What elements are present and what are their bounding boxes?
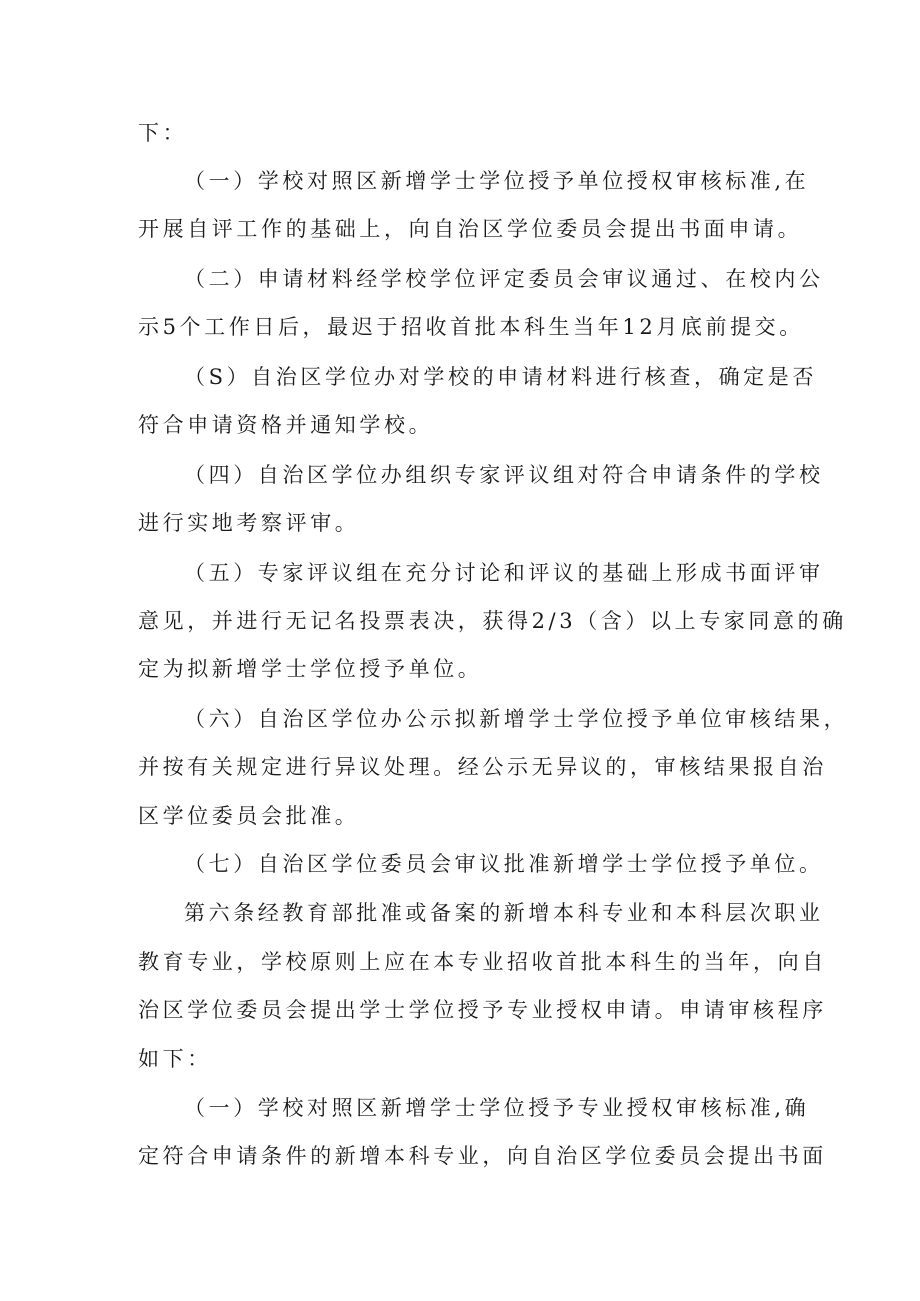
text-line: （四）自治区学位办组织专家评议组对符合申请条件的学校 <box>184 463 824 487</box>
text-line: 下： <box>138 121 188 145</box>
text-line: 示5个工作日后，最迟于招收首批本科生当年12月底前提交。 <box>138 315 804 339</box>
text-line: 定符合申请条件的新增本科专业，向自治区学位委员会提出书面 <box>138 1144 827 1168</box>
text-line: 意见，并进行无记名投票表决，获得2/3（含）以上专家同意的确 <box>138 609 847 633</box>
text-line: （一）学校对照区新增学士学位授予单位授权审核标准,在 <box>184 169 810 193</box>
text-line: 区学位委员会批准。 <box>138 804 360 828</box>
text-line: （二）申请材料经学校学位评定委员会审议通过、在校内公 <box>184 267 824 291</box>
text-line: （五）专家评议组在充分讨论和评议的基础上形成书面评审 <box>184 561 824 585</box>
text-line: 符合申请资格并通知学校。 <box>138 413 434 437</box>
text-line: （S）自治区学位办对学校的申请材料进行核查，确定是否 <box>184 365 817 389</box>
text-line: 如下： <box>138 1047 212 1071</box>
text-line: 治区学位委员会提出学士学位授予专业授权申请。申请审核程序 <box>138 998 827 1022</box>
text-line: 开展自评工作的基础上，向自治区学位委员会提出书面申请。 <box>138 217 803 241</box>
text-line: 并按有关规定进行异议处理。经公示无异议的，审核结果报自治 <box>138 755 827 779</box>
text-line: （六）自治区学位办公示拟新增学士学位授予单位审核结果， <box>184 707 849 731</box>
text-line: 教育专业，学校原则上应在本专业招收首批本科生的当年，向自 <box>138 950 827 974</box>
text-line: 定为拟新增学士学位授予单位。 <box>138 657 483 681</box>
text-line: （一）学校对照区新增学士学位授予专业授权审核标准,确 <box>184 1096 810 1120</box>
text-line: 进行实地考察评审。 <box>138 511 360 535</box>
text-line: 第六条经教育部批准或备案的新增本科专业和本科层次职业 <box>184 901 824 925</box>
text-line: （七）自治区学位委员会审议批准新增学士学位授予单位。 <box>184 852 824 876</box>
